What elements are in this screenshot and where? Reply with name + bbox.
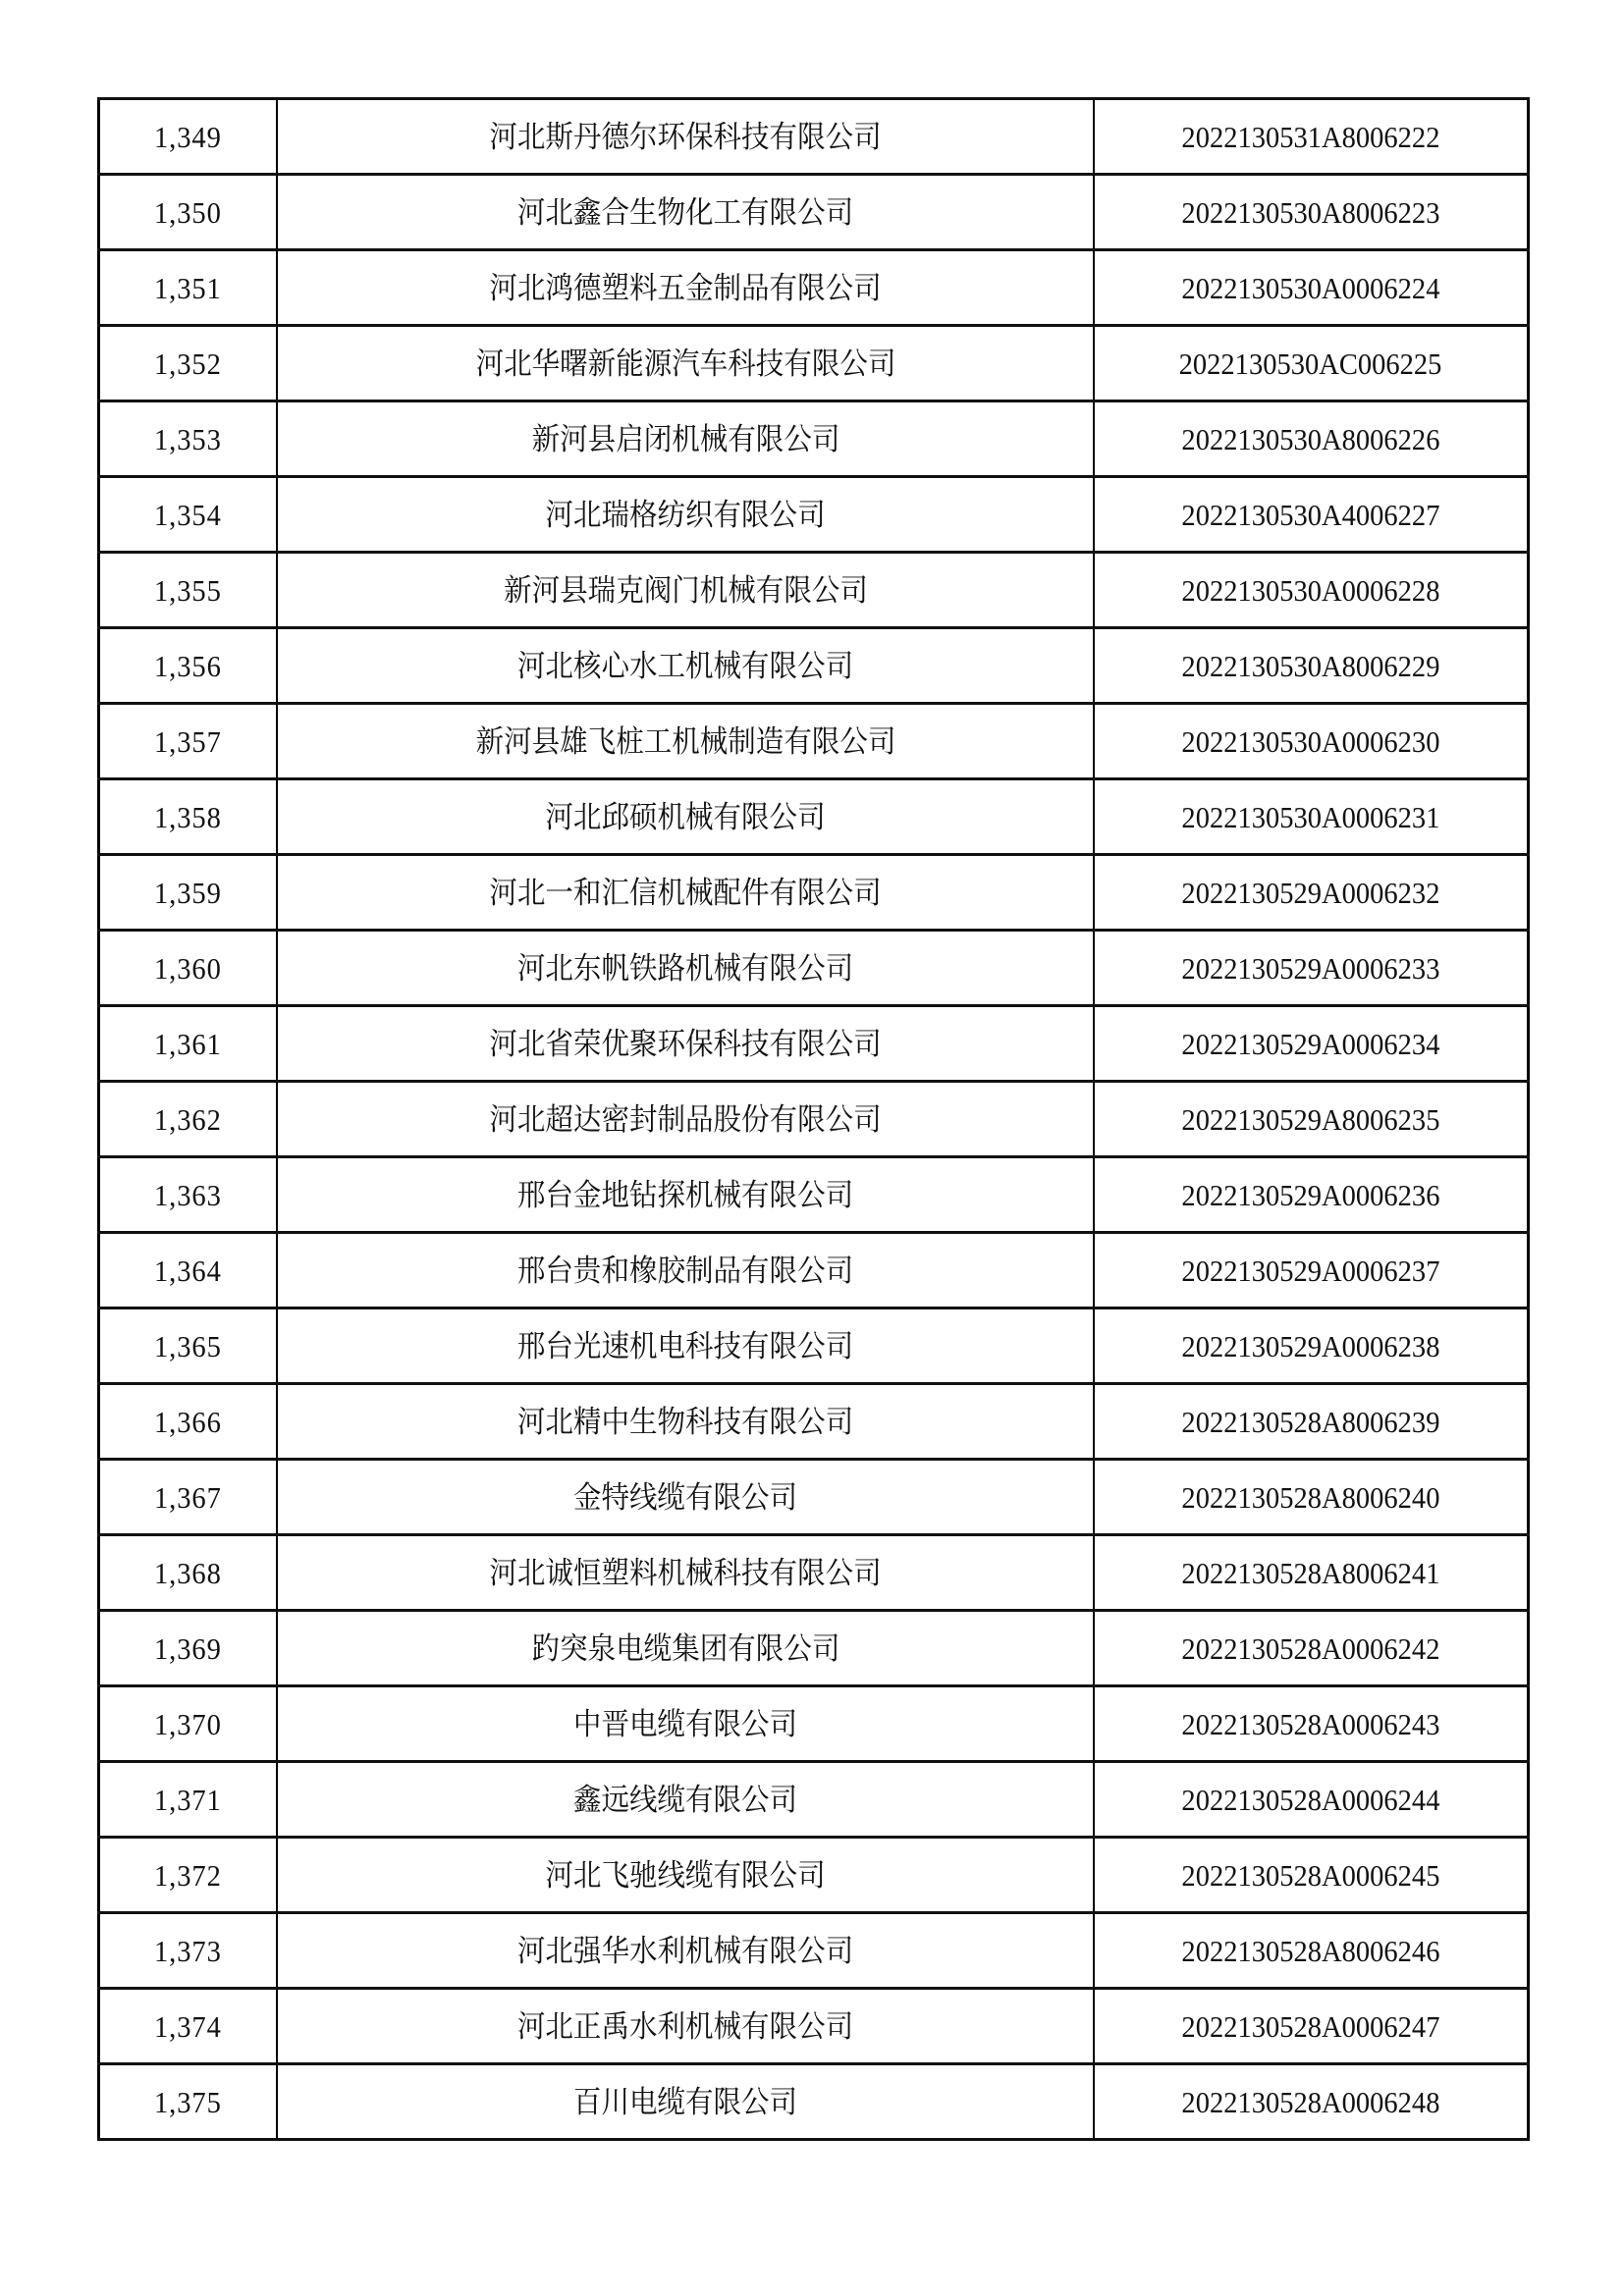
row-number-cell xyxy=(99,250,278,326)
row-number-text: 1,360 xyxy=(154,950,222,986)
registration-code-cell xyxy=(1094,1989,1529,2064)
company-table xyxy=(97,97,1530,2141)
row-number-text: 1,355 xyxy=(154,572,222,608)
table-row xyxy=(99,1384,1529,1460)
company-name-cell xyxy=(277,1384,1094,1460)
row-number-text: 1,364 xyxy=(154,1253,222,1288)
registration-code-text: 2022130529A0006233 xyxy=(1181,950,1440,986)
registration-code-text: 2022130530A0006224 xyxy=(1181,270,1440,305)
row-number-text: 1,353 xyxy=(154,421,222,456)
table-row xyxy=(99,175,1529,250)
registration-code-text: 2022130530A8006223 xyxy=(1181,194,1440,230)
registration-code-text: 2022130528A0006242 xyxy=(1181,1630,1440,1666)
company-name-text: 河北强华水利机械有限公司 xyxy=(516,1933,854,1968)
table-row xyxy=(99,1989,1529,2064)
company-name-cell xyxy=(277,1686,1094,1762)
table-row xyxy=(99,401,1529,477)
company-name-text: 河北鑫合生物化工有限公司 xyxy=(516,194,854,230)
row-number-cell xyxy=(99,175,278,250)
table-row xyxy=(99,931,1529,1006)
row-number-cell xyxy=(99,553,278,628)
company-name-cell xyxy=(277,704,1094,779)
table-row xyxy=(99,1611,1529,1686)
row-number-text: 1,363 xyxy=(154,1177,222,1212)
registration-code-cell xyxy=(1094,704,1529,779)
company-name-text: 邢台金地钻探机械有限公司 xyxy=(516,1177,854,1212)
row-number-text: 1,361 xyxy=(154,1026,222,1061)
company-name-cell xyxy=(277,1082,1094,1157)
company-name-text: 河北诚恒塑料机械科技有限公司 xyxy=(489,1555,882,1590)
company-name-text: 河北邱硕机械有限公司 xyxy=(545,799,826,834)
table-row xyxy=(99,553,1529,628)
registration-code-text: 2022130528A8006246 xyxy=(1181,1933,1440,1968)
table-row xyxy=(99,855,1529,931)
company-name-cell xyxy=(277,931,1094,1006)
registration-code-cell xyxy=(1094,931,1529,1006)
registration-code-cell xyxy=(1094,250,1529,326)
registration-code-text: 2022130528A8006239 xyxy=(1181,1404,1440,1439)
row-number-cell xyxy=(99,1838,278,1913)
table-row xyxy=(99,1460,1529,1535)
row-number-cell xyxy=(99,1157,278,1233)
row-number-text: 1,365 xyxy=(154,1328,222,1363)
table-row xyxy=(99,1762,1529,1838)
registration-code-text: 2022130528A0006248 xyxy=(1181,2084,1440,2119)
registration-code-text: 2022130530A0006228 xyxy=(1181,572,1440,608)
registration-code-cell xyxy=(1094,1082,1529,1157)
company-name-text: 河北正禹水利机械有限公司 xyxy=(516,2008,854,2044)
row-number-cell xyxy=(99,477,278,553)
company-name-text: 河北东帆铁路机械有限公司 xyxy=(516,950,854,986)
company-name-text: 河北华曙新能源汽车科技有限公司 xyxy=(475,346,895,381)
row-number-cell xyxy=(99,99,278,175)
table-row xyxy=(99,1157,1529,1233)
registration-code-text: 2022130529A8006235 xyxy=(1181,1101,1440,1137)
row-number-cell xyxy=(99,326,278,401)
registration-code-cell xyxy=(1094,628,1529,704)
registration-code-text: 2022130530A8006226 xyxy=(1181,421,1440,456)
table-row xyxy=(99,779,1529,855)
table-row xyxy=(99,1686,1529,1762)
registration-code-text: 2022130528A8006241 xyxy=(1181,1555,1440,1590)
row-number-cell xyxy=(99,1913,278,1989)
table-body xyxy=(99,99,1529,2140)
row-number-text: 1,374 xyxy=(154,2008,222,2044)
registration-code-text: 2022130529A0006236 xyxy=(1181,1177,1440,1212)
registration-code-cell xyxy=(1094,175,1529,250)
company-name-cell xyxy=(277,855,1094,931)
registration-code-text: 2022130530AC006225 xyxy=(1179,346,1442,381)
row-number-text: 1,373 xyxy=(154,1933,222,1968)
company-name-text: 河北省荣优聚环保科技有限公司 xyxy=(489,1026,882,1061)
registration-code-text: 2022130529A0006237 xyxy=(1181,1253,1440,1288)
table-row xyxy=(99,1308,1529,1384)
registration-code-cell xyxy=(1094,1611,1529,1686)
row-number-text: 1,366 xyxy=(154,1404,222,1439)
row-number-text: 1,349 xyxy=(154,119,222,154)
row-number-cell xyxy=(99,1535,278,1611)
row-number-cell xyxy=(99,1989,278,2064)
table-row xyxy=(99,250,1529,326)
company-name-cell xyxy=(277,401,1094,477)
table-row xyxy=(99,704,1529,779)
company-name-text: 河北飞驰线缆有限公司 xyxy=(545,1857,826,1893)
registration-code-cell xyxy=(1094,1913,1529,1989)
company-name-cell xyxy=(277,1989,1094,2064)
company-name-cell xyxy=(277,477,1094,553)
row-number-text: 1,375 xyxy=(154,2084,222,2119)
company-name-cell xyxy=(277,1157,1094,1233)
company-name-cell xyxy=(277,1535,1094,1611)
company-name-text: 邢台光速机电科技有限公司 xyxy=(516,1328,854,1363)
registration-code-cell xyxy=(1094,553,1529,628)
row-number-text: 1,369 xyxy=(154,1630,222,1666)
company-name-text: 河北精中生物科技有限公司 xyxy=(516,1404,854,1439)
row-number-cell xyxy=(99,628,278,704)
row-number-cell xyxy=(99,1460,278,1535)
row-number-cell xyxy=(99,1082,278,1157)
table-row xyxy=(99,1006,1529,1082)
row-number-text: 1,368 xyxy=(154,1555,222,1590)
row-number-text: 1,356 xyxy=(154,648,222,683)
registration-code-text: 2022130528A8006240 xyxy=(1181,1479,1440,1515)
registration-code-cell xyxy=(1094,99,1529,175)
company-name-text: 河北瑞格纺织有限公司 xyxy=(545,497,826,532)
registration-code-text: 2022130530A0006230 xyxy=(1181,723,1440,759)
row-number-cell xyxy=(99,1611,278,1686)
table-row xyxy=(99,1233,1529,1308)
registration-code-text: 2022130528A0006243 xyxy=(1181,1706,1440,1741)
row-number-text: 1,352 xyxy=(154,346,222,381)
company-name-text: 鑫远线缆有限公司 xyxy=(572,1782,798,1817)
row-number-text: 1,371 xyxy=(154,1782,222,1817)
company-name-text: 中晋电缆有限公司 xyxy=(572,1706,798,1741)
registration-code-text: 2022130529A0006234 xyxy=(1181,1026,1440,1061)
registration-code-cell xyxy=(1094,477,1529,553)
company-name-cell xyxy=(277,1838,1094,1913)
row-number-text: 1,357 xyxy=(154,723,222,759)
row-number-cell xyxy=(99,931,278,1006)
company-name-text: 金特线缆有限公司 xyxy=(572,1479,798,1515)
company-name-cell xyxy=(277,1762,1094,1838)
row-number-text: 1,370 xyxy=(154,1706,222,1741)
row-number-cell xyxy=(99,1384,278,1460)
company-name-text: 河北一和汇信机械配件有限公司 xyxy=(489,875,882,910)
row-number-text: 1,372 xyxy=(154,1857,222,1893)
table-row xyxy=(99,326,1529,401)
registration-code-text: 2022130528A0006244 xyxy=(1181,1782,1440,1817)
registration-code-cell xyxy=(1094,1384,1529,1460)
table-row xyxy=(99,1913,1529,1989)
company-name-cell xyxy=(277,553,1094,628)
table-row xyxy=(99,2064,1529,2140)
company-name-cell xyxy=(277,1913,1094,1989)
company-name-text: 百川电缆有限公司 xyxy=(572,2084,798,2119)
table-row xyxy=(99,477,1529,553)
company-name-text: 新河县启闭机械有限公司 xyxy=(531,421,839,456)
company-name-text: 趵突泉电缆集团有限公司 xyxy=(531,1630,839,1666)
row-number-text: 1,351 xyxy=(154,270,222,305)
company-name-text: 新河县雄飞桩工机械制造有限公司 xyxy=(475,723,895,759)
registration-code-cell xyxy=(1094,855,1529,931)
row-number-cell xyxy=(99,401,278,477)
company-name-text: 河北鸿德塑料五金制品有限公司 xyxy=(489,270,882,305)
row-number-cell xyxy=(99,779,278,855)
table-row xyxy=(99,628,1529,704)
registration-code-text: 2022130528A0006247 xyxy=(1181,2008,1440,2044)
registration-code-cell xyxy=(1094,1157,1529,1233)
registration-code-cell xyxy=(1094,401,1529,477)
row-number-text: 1,350 xyxy=(154,194,222,230)
table-row xyxy=(99,1535,1529,1611)
row-number-cell xyxy=(99,1233,278,1308)
registration-code-cell xyxy=(1094,2064,1529,2140)
row-number-cell xyxy=(99,1006,278,1082)
registration-code-text: 2022130529A0006232 xyxy=(1181,875,1440,910)
registration-code-cell xyxy=(1094,1762,1529,1838)
row-number-text: 1,362 xyxy=(154,1101,222,1137)
row-number-cell xyxy=(99,704,278,779)
registration-code-cell xyxy=(1094,1686,1529,1762)
company-name-cell xyxy=(277,2064,1094,2140)
registration-code-text: 2022130529A0006238 xyxy=(1181,1328,1440,1363)
company-name-cell xyxy=(277,1233,1094,1308)
registration-code-cell xyxy=(1094,1535,1529,1611)
row-number-text: 1,359 xyxy=(154,875,222,910)
company-name-cell xyxy=(277,1611,1094,1686)
row-number-cell xyxy=(99,1308,278,1384)
row-number-cell xyxy=(99,1762,278,1838)
company-name-text: 邢台贵和橡胶制品有限公司 xyxy=(516,1253,854,1288)
company-name-cell xyxy=(277,326,1094,401)
company-name-cell xyxy=(277,1308,1094,1384)
registration-code-cell xyxy=(1094,326,1529,401)
row-number-cell xyxy=(99,2064,278,2140)
company-name-text: 河北斯丹德尔环保科技有限公司 xyxy=(489,119,882,154)
company-name-cell xyxy=(277,1460,1094,1535)
row-number-text: 1,367 xyxy=(154,1479,222,1515)
company-name-text: 河北超达密封制品股份有限公司 xyxy=(489,1101,882,1137)
row-number-cell xyxy=(99,1686,278,1762)
company-name-cell xyxy=(277,779,1094,855)
company-name-text: 新河县瑞克阀门机械有限公司 xyxy=(503,572,868,608)
table-row xyxy=(99,1082,1529,1157)
table-row xyxy=(99,1838,1529,1913)
registration-code-text: 2022130528A0006245 xyxy=(1181,1857,1440,1893)
company-name-cell xyxy=(277,1006,1094,1082)
registration-code-cell xyxy=(1094,1460,1529,1535)
registration-code-cell xyxy=(1094,1233,1529,1308)
company-name-cell xyxy=(277,628,1094,704)
registration-code-text: 2022130530A8006229 xyxy=(1181,648,1440,683)
row-number-text: 1,354 xyxy=(154,497,222,532)
registration-code-cell xyxy=(1094,1838,1529,1913)
company-name-text: 河北核心水工机械有限公司 xyxy=(516,648,854,683)
row-number-text: 1,358 xyxy=(154,799,222,834)
company-name-cell xyxy=(277,250,1094,326)
registration-code-cell xyxy=(1094,1006,1529,1082)
table-row xyxy=(99,99,1529,175)
registration-code-text: 2022130530A4006227 xyxy=(1181,497,1440,532)
registration-code-text: 2022130530A0006231 xyxy=(1181,799,1440,834)
company-name-cell xyxy=(277,99,1094,175)
registration-code-cell xyxy=(1094,779,1529,855)
company-name-cell xyxy=(277,175,1094,250)
registration-code-text: 2022130531A8006222 xyxy=(1181,119,1440,154)
registration-code-cell xyxy=(1094,1308,1529,1384)
row-number-cell xyxy=(99,855,278,931)
